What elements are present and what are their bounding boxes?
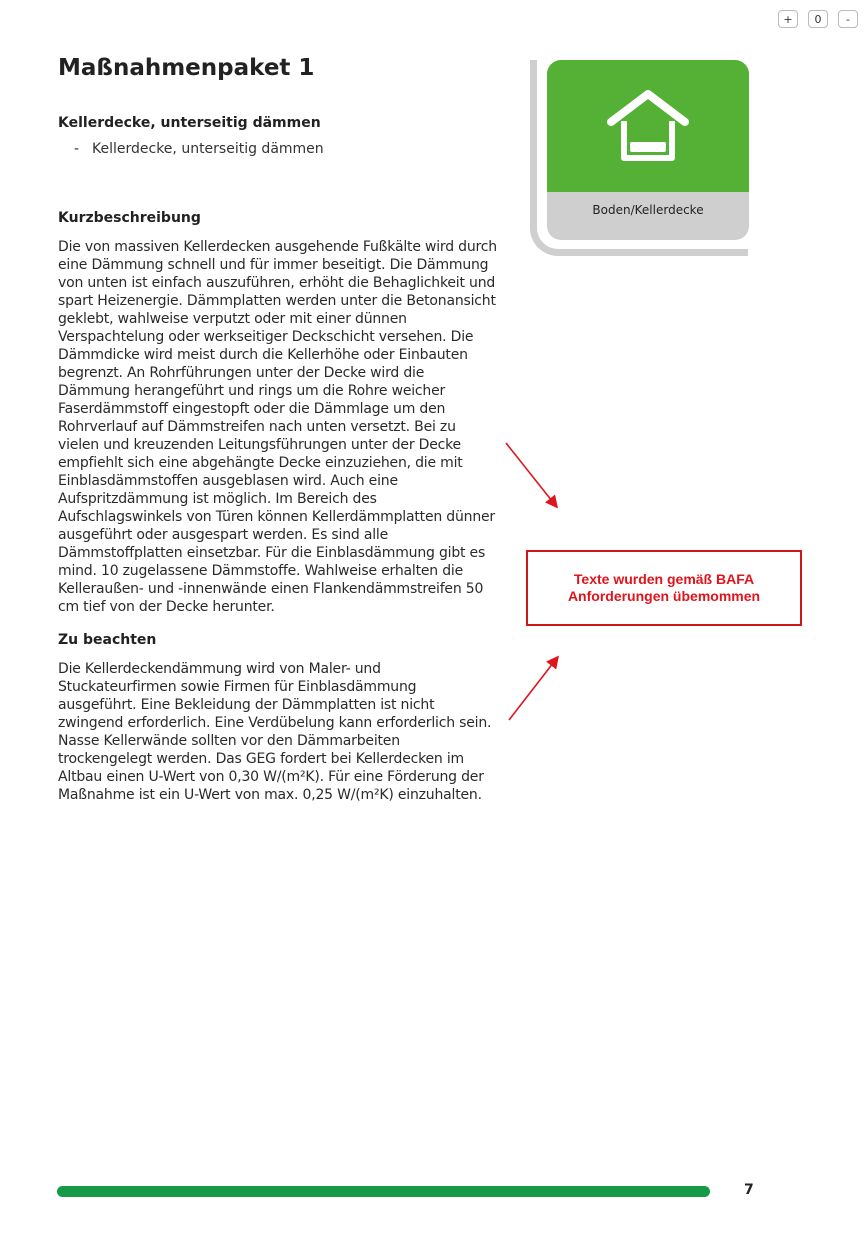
- summary-text: Die von massiven Kellerdecken ausgehende Fußkälte wird durch eine Dämmung schnell und für immer beseitigt. Die Dämmung von unten ist einfach auszuführen, erhöht die Behaglichkeit und spart Heizenergie. Dämmplatten werden unter die Betonansicht geklebt, wahlweise verputzt oder mit einer dünnen Verspachtelung oder werkseitiger Deckschicht versehen. Die Dämmdicke wird meist durch die Kellerhöhe oder Einbauten begrenzt. An Rohrführungen unter der Decke wird die Dämmung herangeführt und rings um die Rohre weicher Faserdämmstoff eingestopft oder die Dämmlage um den Rohrverlauf auf Dämmstreifen nach unten versetzt. Bei zu vielen und kreuzenden Leitungsführungen unter der Decke empfiehlt sich eine abgehängte Decke einzuziehen, die mit Einblasdämmstoffen ausgeblasen wird. Auch eine Aufspritzdämmung ist möglich. Im Bereich des Aufschlagswinkels von Türen können Kellerdämmplatten dünner ausgeführt oder ausgespart werden. Es sind alle Dämmstoffplatten einsetzbar. Für die Einblasdämmung gibt es mind. 10 zugelassene Dämmstoffe. Wahlweise erhalten die Kelleraußen- und -innenwände einen Flankendämmstreifen 50 cm tief von der Decke herunter.: [58, 239, 497, 615]
- callout-line-1: Texte wurden gemäß BAFA: [573, 571, 755, 587]
- notes-text: Die Kellerdeckendämmung wird von Maler- und Stuckateurfirmen sowie Firmen für Einblasdämmung ausgeführt. Eine Bekleidung der Dämmplatten ist nicht zwingend erforderlich. Eine Verdübelung kann erforderlich sein. Nasse Kellerwände sollten vor den Dämmarbeiten trockengelegt werden. Das GEG fordert bei Kellerdecken im Altbau einen U-Wert von 0,30 W/(m²K). Für eine Förderung der Maßnahme ist ein U-Wert von max. 0,25 W/(m²K) einzuhalten.: [58, 661, 492, 803]
- page-title: Maßnahmenpaket 1: [58, 55, 315, 81]
- progress-bar: [57, 1186, 710, 1197]
- page-number: 7: [744, 1182, 754, 1198]
- illustration-label: Boden/Kellerdecke: [592, 203, 704, 217]
- arrow-down: [506, 443, 556, 506]
- summary-heading: Kurzbeschreibung: [58, 210, 201, 226]
- zoom-out-button[interactable]: -: [838, 10, 858, 28]
- measure-item-label: Kellerdecke, unterseitig dämmen: [92, 141, 324, 157]
- arrow-up: [509, 658, 557, 720]
- bullet-dash: -: [74, 141, 80, 157]
- measure-heading: Kellerdecke, unterseitig dämmen: [58, 115, 321, 131]
- zoom-in-button[interactable]: +: [778, 10, 798, 28]
- callout-box: [526, 550, 802, 626]
- callout-line-2: Anforderungen übemommen: [567, 588, 761, 604]
- zoom-reset-button[interactable]: 0: [808, 10, 828, 28]
- notes-heading: Zu beachten: [58, 632, 157, 648]
